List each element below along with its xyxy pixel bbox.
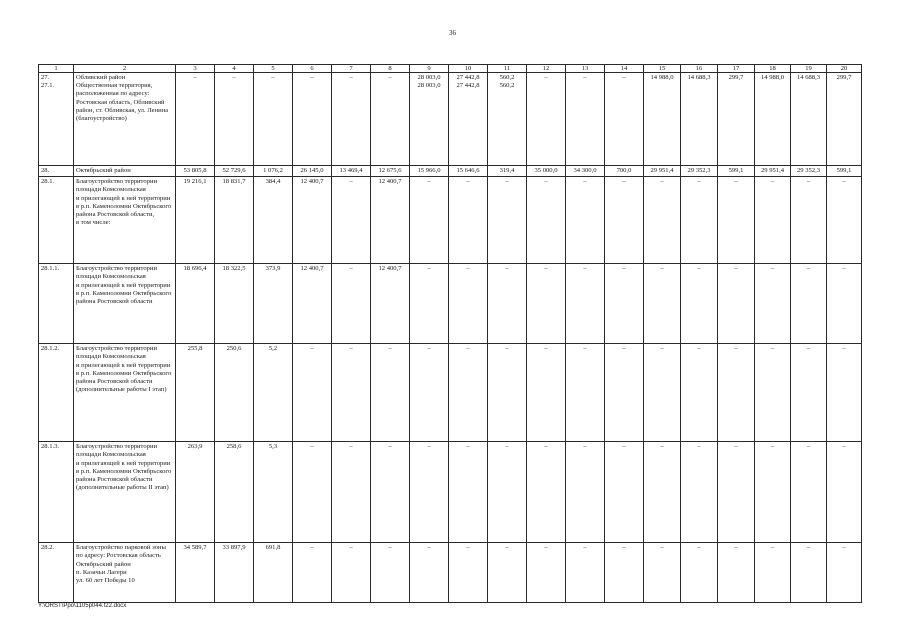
amount-cell: – bbox=[527, 73, 566, 166]
amount-cell: 1 076,2 bbox=[254, 166, 293, 177]
amount-cell: – bbox=[332, 442, 371, 543]
table-row bbox=[39, 264, 862, 344]
amount-cell: 14 688,3 bbox=[681, 73, 718, 166]
column-number-cell: 4 bbox=[215, 65, 254, 73]
amount-cell: 15 646,6 bbox=[449, 166, 488, 177]
row-number-cell: 28. bbox=[39, 166, 74, 177]
amount-cell: 12 400,7 bbox=[371, 264, 410, 344]
object-name-cell: Благоустройство территории площади Комсомольская и прилегающей к ней территории в р.п. Каменоломни Октябрьского района Ростовской области (дополнительные работы I этап) bbox=[74, 344, 176, 442]
amount-cell: – bbox=[791, 442, 827, 543]
amount-cell: 12 400,7 bbox=[293, 177, 332, 264]
amount-cell: – bbox=[293, 344, 332, 442]
row-number-cell: 27. 27.1. bbox=[39, 73, 74, 166]
amount-cell: – bbox=[371, 344, 410, 442]
column-number-cell: 3 bbox=[176, 65, 215, 73]
amount-cell: – bbox=[644, 442, 681, 543]
object-name-cell: Благоустройство территории площади Комсомольская и прилегающей к ней территории в р.п. Каменоломни Октябрьского района Ростовской области, в том числе: bbox=[74, 177, 176, 264]
amount-cell: 33 897,9 bbox=[215, 543, 254, 603]
column-number-cell: 15 bbox=[644, 65, 681, 73]
column-number-cell: 7 bbox=[332, 65, 371, 73]
amount-cell: – bbox=[827, 177, 862, 264]
column-number-cell: 10 bbox=[449, 65, 488, 73]
amount-cell: – bbox=[293, 543, 332, 603]
amount-cell: – bbox=[681, 442, 718, 543]
amount-cell: 384,4 bbox=[254, 177, 293, 264]
amount-cell: – bbox=[681, 264, 718, 344]
amount-cell: – bbox=[527, 177, 566, 264]
amount-cell: – bbox=[755, 442, 791, 543]
row-number-cell: 28.1.1. bbox=[39, 264, 74, 344]
amount-cell: – bbox=[791, 344, 827, 442]
page-number: 36 bbox=[449, 29, 456, 37]
amount-cell: – bbox=[718, 177, 755, 264]
amount-cell: – bbox=[791, 543, 827, 603]
amount-cell: – bbox=[332, 264, 371, 344]
table-row bbox=[39, 166, 862, 177]
amount-cell: – bbox=[449, 177, 488, 264]
table-row bbox=[39, 344, 862, 442]
amount-cell: – bbox=[605, 442, 644, 543]
table-row bbox=[39, 543, 862, 603]
column-number-cell: 5 bbox=[254, 65, 293, 73]
amount-cell: 14 988,0 bbox=[644, 73, 681, 166]
amount-cell: 14 688,3 bbox=[791, 73, 827, 166]
amount-cell: – bbox=[827, 543, 862, 603]
amount-cell: – bbox=[718, 344, 755, 442]
amount-cell: – bbox=[449, 344, 488, 442]
amount-cell: – bbox=[681, 543, 718, 603]
amount-cell: – bbox=[755, 543, 791, 603]
amount-cell: 560,2 560,2 bbox=[488, 73, 527, 166]
amount-cell: 12 400,7 bbox=[293, 264, 332, 344]
amount-cell: 319,4 bbox=[488, 166, 527, 177]
amount-cell: – bbox=[644, 177, 681, 264]
amount-cell: – bbox=[176, 73, 215, 166]
amount-cell: – bbox=[332, 177, 371, 264]
amount-cell: – bbox=[371, 73, 410, 166]
amount-cell: 255,8 bbox=[176, 344, 215, 442]
amount-cell: 35 000,0 bbox=[527, 166, 566, 177]
amount-cell: – bbox=[527, 442, 566, 543]
amount-cell: 26 145,0 bbox=[293, 166, 332, 177]
row-number-cell: 28.1. bbox=[39, 177, 74, 264]
amount-cell: – bbox=[254, 73, 293, 166]
amount-cell: – bbox=[605, 177, 644, 264]
amount-cell: 599,1 bbox=[718, 166, 755, 177]
amount-cell: – bbox=[791, 264, 827, 344]
amount-cell: – bbox=[566, 442, 605, 543]
amount-cell: – bbox=[488, 177, 527, 264]
amount-cell: – bbox=[332, 344, 371, 442]
amount-cell: 373,9 bbox=[254, 264, 293, 344]
amount-cell: – bbox=[527, 264, 566, 344]
object-name-cell: Благоустройство парковой зоны по адресу: Ростовская область Октябрьский район п. Казачьи Лагери ул. 60 лет Победы 10 bbox=[74, 543, 176, 603]
amount-cell: – bbox=[566, 344, 605, 442]
amount-cell: 700,0 bbox=[605, 166, 644, 177]
amount-cell: 12 675,6 bbox=[371, 166, 410, 177]
amount-cell: – bbox=[371, 543, 410, 603]
amount-cell: – bbox=[718, 264, 755, 344]
column-number-cell: 6 bbox=[293, 65, 332, 73]
amount-cell: – bbox=[644, 264, 681, 344]
amount-cell: – bbox=[410, 543, 449, 603]
amount-cell: – bbox=[488, 264, 527, 344]
amount-cell: – bbox=[644, 344, 681, 442]
object-name-cell: Октябрьский район bbox=[74, 166, 176, 177]
amount-cell: – bbox=[605, 73, 644, 166]
column-number-cell: 13 bbox=[566, 65, 605, 73]
amount-cell: 52 729,6 bbox=[215, 166, 254, 177]
amount-cell: – bbox=[332, 543, 371, 603]
amount-cell: – bbox=[755, 177, 791, 264]
column-number-cell: 11 bbox=[488, 65, 527, 73]
column-number-header-row bbox=[39, 65, 862, 73]
amount-cell: – bbox=[566, 177, 605, 264]
amount-cell: – bbox=[718, 442, 755, 543]
amount-cell: 18 322,5 bbox=[215, 264, 254, 344]
amount-cell: – bbox=[605, 264, 644, 344]
amount-cell: 13 469,4 bbox=[332, 166, 371, 177]
amount-cell: – bbox=[410, 177, 449, 264]
amount-cell: – bbox=[410, 442, 449, 543]
table-row bbox=[39, 177, 862, 264]
amount-cell: 34 300,0 bbox=[566, 166, 605, 177]
amount-cell: – bbox=[527, 543, 566, 603]
amount-cell: 14 988,0 bbox=[755, 73, 791, 166]
amount-cell: – bbox=[605, 543, 644, 603]
column-number-cell: 14 bbox=[605, 65, 644, 73]
amount-cell: 29 352,3 bbox=[791, 166, 827, 177]
amount-cell: 5,2 bbox=[254, 344, 293, 442]
amount-cell: – bbox=[566, 73, 605, 166]
amount-cell: – bbox=[410, 344, 449, 442]
column-number-cell: 18 bbox=[755, 65, 791, 73]
amount-cell: – bbox=[449, 543, 488, 603]
amount-cell: – bbox=[755, 344, 791, 442]
amount-cell: 250,6 bbox=[215, 344, 254, 442]
amount-cell: 34 589,7 bbox=[176, 543, 215, 603]
row-number-cell: 28.1.2. bbox=[39, 344, 74, 442]
amount-cell: 53 805,8 bbox=[176, 166, 215, 177]
amount-cell: – bbox=[827, 344, 862, 442]
amount-cell: – bbox=[644, 543, 681, 603]
row-number-cell: 28.1.3. bbox=[39, 442, 74, 543]
object-name-cell: Обливский район Общественная территория, расположенная по адресу: Ростовская область, Обливский район, ст. Обливская, ул. Ленина (благоустройство) bbox=[74, 73, 176, 166]
table-row bbox=[39, 73, 862, 166]
amount-cell: – bbox=[488, 344, 527, 442]
amount-cell: – bbox=[827, 264, 862, 344]
amount-cell: – bbox=[215, 73, 254, 166]
amount-cell: 691,8 bbox=[254, 543, 293, 603]
column-number-cell: 16 bbox=[681, 65, 718, 73]
column-number-cell: 2 bbox=[74, 65, 176, 73]
amount-cell: – bbox=[605, 344, 644, 442]
amount-cell: – bbox=[449, 264, 488, 344]
amount-cell: 299,7 bbox=[718, 73, 755, 166]
amount-cell: – bbox=[410, 264, 449, 344]
amount-cell: 5,3 bbox=[254, 442, 293, 543]
amount-cell: 29 951,4 bbox=[644, 166, 681, 177]
amount-cell: 28 003,0 28 003,0 bbox=[410, 73, 449, 166]
amount-cell: 263,9 bbox=[176, 442, 215, 543]
amount-cell: – bbox=[293, 73, 332, 166]
column-number-cell: 12 bbox=[527, 65, 566, 73]
amount-cell: – bbox=[755, 264, 791, 344]
amount-cell: 258,6 bbox=[215, 442, 254, 543]
amount-cell: – bbox=[527, 344, 566, 442]
table-row bbox=[39, 442, 862, 543]
amount-cell: 15 966,0 bbox=[410, 166, 449, 177]
amount-cell: – bbox=[293, 442, 332, 543]
amount-cell: 27 442,8 27 442,8 bbox=[449, 73, 488, 166]
amount-cell: – bbox=[827, 442, 862, 543]
amount-cell: 19 216,1 bbox=[176, 177, 215, 264]
amount-cell: – bbox=[488, 543, 527, 603]
amount-cell: – bbox=[566, 264, 605, 344]
column-number-cell: 8 bbox=[371, 65, 410, 73]
amount-cell: – bbox=[488, 442, 527, 543]
amount-cell: 29 951,4 bbox=[755, 166, 791, 177]
amount-cell: – bbox=[791, 177, 827, 264]
amount-cell: – bbox=[371, 442, 410, 543]
amount-cell: – bbox=[566, 543, 605, 603]
amount-cell: 299,7 bbox=[827, 73, 862, 166]
amount-cell: 12 400,7 bbox=[371, 177, 410, 264]
column-number-cell: 17 bbox=[718, 65, 755, 73]
amount-cell: 29 352,3 bbox=[681, 166, 718, 177]
object-name-cell: Благоустройство территории площади Комсомольская и прилегающей к ней территории в р.п. Каменоломни Октябрьского района Ростовской области (дополнительные работы II этап) bbox=[74, 442, 176, 543]
file-path-footer: Y:\ORST\Ppo\1105p044.f22.docx bbox=[38, 603, 127, 609]
amount-cell: – bbox=[449, 442, 488, 543]
amount-cell: – bbox=[718, 543, 755, 603]
amount-cell: 18 696,4 bbox=[176, 264, 215, 344]
amount-cell: 18 831,7 bbox=[215, 177, 254, 264]
column-number-cell: 9 bbox=[410, 65, 449, 73]
amount-cell: – bbox=[332, 73, 371, 166]
column-number-cell: 20 bbox=[827, 65, 862, 73]
object-name-cell: Благоустройство территории площади Комсомольская и прилегающей к ней территории в р.п. Каменоломни Октябрьского района Ростовской области bbox=[74, 264, 176, 344]
column-number-cell: 1 bbox=[39, 65, 74, 73]
amount-cell: – bbox=[681, 177, 718, 264]
amount-cell: 599,1 bbox=[827, 166, 862, 177]
budget-table bbox=[38, 64, 862, 603]
row-number-cell: 28.2. bbox=[39, 543, 74, 603]
column-number-cell: 19 bbox=[791, 65, 827, 73]
amount-cell: – bbox=[681, 344, 718, 442]
